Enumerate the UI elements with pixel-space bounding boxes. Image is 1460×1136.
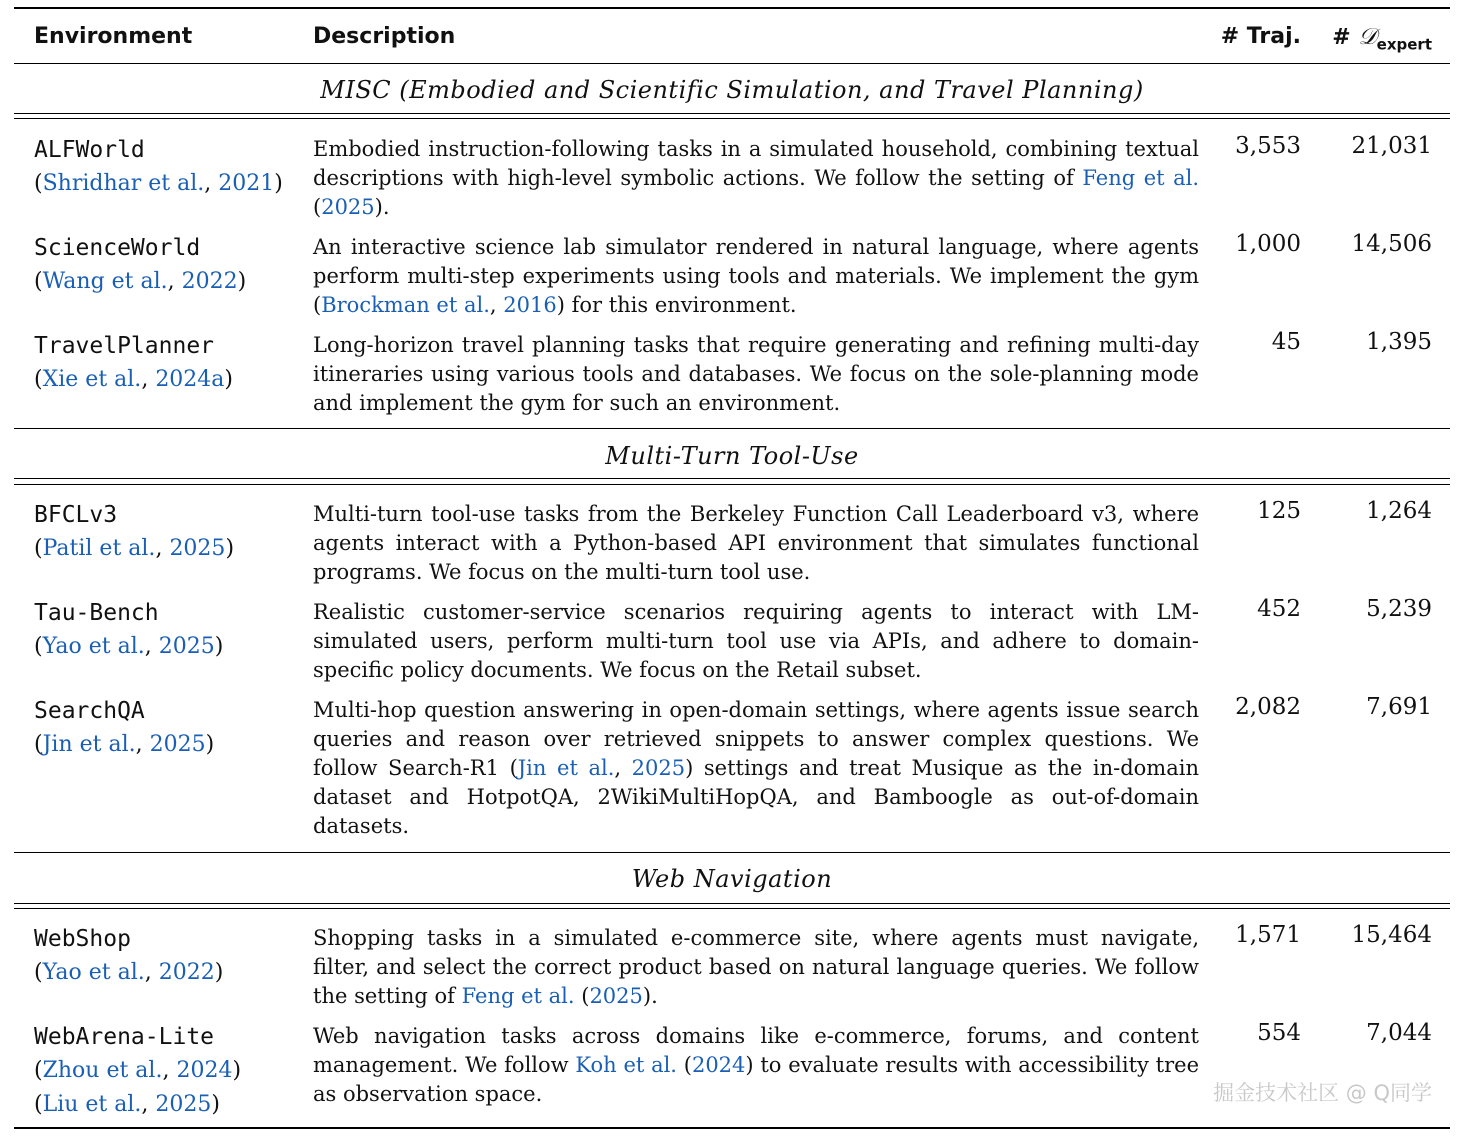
env-scienceworld (34, 231, 246, 299)
env-name: ALFWorld (34, 137, 145, 163)
reference-year-link[interactable]: 2025 (631, 756, 686, 780)
expert-count: 5,239 (1366, 596, 1432, 622)
section-rule (14, 852, 1450, 853)
watermark-text: 掘金技术社区 @ Q同学 (1213, 1081, 1432, 1105)
env-name: Tau-Bench (34, 600, 159, 626)
reference-link[interactable]: Koh et al. (575, 1053, 677, 1077)
env-tau-bench (34, 596, 223, 664)
description-webarena-lite: Web navigation tasks across domains like e-commerce, forums, and content management. We follow Koh et al. (2024) to evaluate results with accessibility tree as observation space. (313, 1024, 1200, 1106)
env-bfclv3 (34, 498, 234, 566)
citation-link[interactable]: Shridhar et al. (42, 171, 205, 196)
env-name: BFCLv3 (34, 502, 118, 528)
expert-count: 14,506 (1351, 231, 1432, 257)
traj-count: 554 (1257, 1020, 1301, 1046)
expert-count: 15,464 (1351, 922, 1432, 948)
citation-year-link[interactable]: 2021 (218, 171, 275, 196)
env-name: SearchQA (34, 698, 145, 724)
reference-link[interactable]: Feng et al. (461, 984, 575, 1008)
env-citation: (Yao et al., 2022) (34, 960, 224, 985)
citation-year-link[interactable]: 2024a (155, 367, 225, 392)
section-title-web-navigation: Web Navigation (631, 865, 833, 893)
expert-count: 1,395 (1366, 329, 1432, 355)
citation-year-link[interactable]: 2022 (158, 960, 215, 985)
header-environment: Environment (34, 24, 193, 49)
env-name: TravelPlanner (34, 333, 215, 359)
bottom-rule (14, 1127, 1450, 1129)
citation-link[interactable]: Xie et al. (42, 367, 142, 392)
description-travelplanner: Long-horizon travel planning tasks that require generating and refining multi-day itineraries using various tools and databases. We focus on the sole-planning mode and implement the gym for such an environment. (313, 333, 1199, 415)
citation-year-link[interactable]: 2022 (181, 269, 238, 294)
traj-count: 452 (1257, 596, 1301, 622)
citation-link[interactable]: Yao et al. (42, 634, 145, 659)
env-citation: (Jin et al., 2025) (34, 732, 215, 757)
expert-count: 1,264 (1366, 498, 1432, 524)
header-traj: # Traj. (1220, 24, 1301, 49)
env-citation: (Patil et al., 2025) (34, 536, 235, 561)
description-bfclv3: Multi-turn tool-use tasks from the Berkeley Function Call Leaderboard v3, where agents interact with a Python-based API environment that simulates functional programs. We focus on the multi-turn tool use. (313, 502, 1199, 584)
header-description: Description (313, 24, 456, 49)
citation-link[interactable]: Yao et al. (42, 960, 145, 985)
reference-year-link[interactable]: 2025 (321, 195, 375, 219)
description-searchqa: Multi-hop question answering in open-domain settings, where agents issue search queries and reason over retrieved snippets to answer complex questions. We follow Search-R1 (Jin et al., 2025) settings and treat Musique as the in-domain dataset and HotpotQA, 2WikiMultiHopQA, and Bamboogle as out-of-domain datasets. (313, 698, 1199, 838)
section-rule (14, 118, 1450, 119)
description-scienceworld: An interactive science lab simulator rendered in natural language, where agents perform multi-step experiments using tools and materials. We implement the gym (Brockman et al., 2016) for this environment. (313, 235, 1199, 317)
citation-link[interactable]: Zhou et al. (42, 1058, 163, 1083)
header-expert: # 𝒟$_{expert}$ (1332, 24, 1432, 54)
env-citation: (Yao et al., 2025) (34, 634, 224, 659)
env-searchqa (34, 694, 214, 762)
env-travelplanner (34, 329, 233, 397)
header-rule (14, 63, 1450, 64)
reference-link[interactable]: Feng et al. (1082, 166, 1199, 190)
section-rule (14, 478, 1450, 479)
reference-year-link[interactable]: 2016 (503, 293, 557, 317)
citation-link[interactable]: Patil et al. (42, 536, 156, 561)
citation-link[interactable]: Liu et al. (42, 1092, 142, 1117)
section-rule (14, 908, 1450, 909)
env-citation: (Zhou et al., 2024) (34, 1058, 242, 1083)
section-rule (14, 113, 1450, 114)
citation-year-link[interactable]: 2025 (169, 536, 226, 561)
citation-link[interactable]: Jin et al. (42, 732, 136, 757)
env-alfworld (34, 133, 283, 201)
citation-year-link[interactable]: 2024 (176, 1058, 233, 1083)
env-name: ScienceWorld (34, 235, 201, 261)
expert-count: 7,691 (1366, 694, 1432, 720)
description-tau-bench: Realistic customer-service scenarios requiring agents to interact with LM-simulated users, perform multi-turn tool use via APIs, and adhere to domain-specific policy documents. We focus on the Retail subset. (313, 600, 1199, 682)
description-webshop: Shopping tasks in a simulated e-commerce site, where agents must navigate, filter, and select the correct product based on natural language queries. We follow the setting of Feng et al. (2025). (313, 926, 1199, 1008)
traj-count: 45 (1271, 329, 1301, 355)
description-alfworld: Embodied instruction-following tasks in a simulated household, combining textual descriptions with high-level symbolic actions. We follow the setting of Feng et al. (2025). (313, 137, 1199, 219)
section-rule (14, 428, 1450, 429)
traj-count: 3,553 (1235, 133, 1301, 159)
section-title-misc: MISC (Embodied and Scientific Simulation, and Travel Planning) (320, 76, 1144, 104)
env-citation-secondary: (Liu et al., 2025) (34, 1092, 220, 1117)
traj-count: 2,082 (1235, 694, 1301, 720)
citation-link[interactable]: Wang et al. (42, 269, 168, 294)
reference-link[interactable]: Brockman et al. (321, 293, 490, 317)
citation-year-link[interactable]: 2025 (155, 1092, 212, 1117)
reference-link[interactable]: Jin et al. (517, 756, 615, 780)
reference-year-link[interactable]: 2025 (589, 984, 643, 1008)
reference-year-link[interactable]: 2024 (691, 1053, 746, 1077)
section-title-tool-use: Multi-Turn Tool-Use (605, 442, 859, 470)
env-webarena-lite (34, 1020, 241, 1122)
citation-year-link[interactable]: 2025 (158, 634, 215, 659)
env-name: WebShop (34, 926, 131, 952)
env-citation: (Wang et al., 2022) (34, 269, 247, 294)
traj-count: 125 (1257, 498, 1301, 524)
traj-count: 1,571 (1235, 922, 1301, 948)
env-citation: (Xie et al., 2024a) (34, 367, 234, 392)
expert-count: 21,031 (1351, 133, 1432, 159)
env-citation: (Shridhar et al., 2021) (34, 171, 283, 196)
env-name: WebArena-Lite (34, 1024, 215, 1050)
section-rule (14, 484, 1450, 485)
top-rule (14, 7, 1450, 9)
expert-count: 7,044 (1366, 1020, 1432, 1046)
citation-year-link[interactable]: 2025 (149, 732, 206, 757)
traj-count: 1,000 (1235, 231, 1301, 257)
env-webshop (34, 922, 223, 990)
section-rule (14, 903, 1450, 904)
